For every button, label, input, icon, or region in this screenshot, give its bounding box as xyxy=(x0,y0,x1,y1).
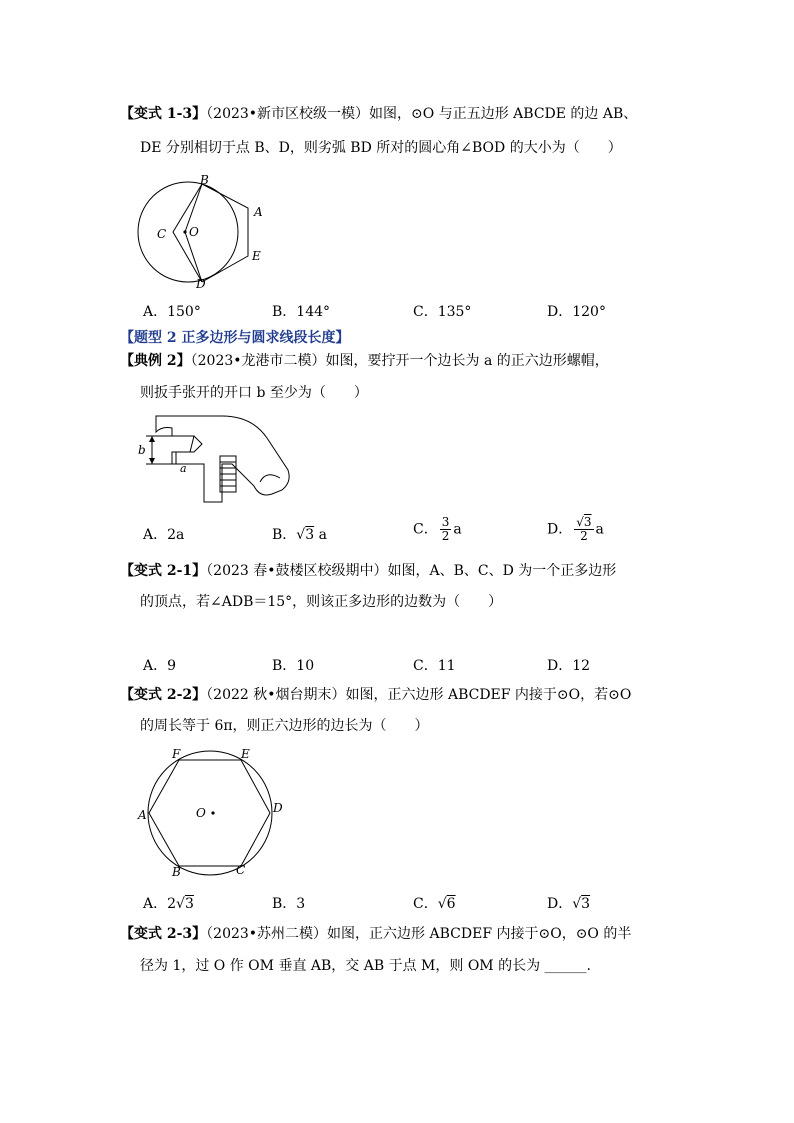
question-tag: 【变式 2-1】 xyxy=(120,563,207,579)
option-c[interactable]: C．√6 xyxy=(413,896,456,912)
denominator: 2 xyxy=(580,529,588,543)
question-tag: 【变式 1-3】 xyxy=(120,106,207,122)
option-prefix: D． xyxy=(547,896,573,912)
option-b[interactable]: B．144° xyxy=(272,304,331,320)
option-b[interactable]: B．√3 a xyxy=(272,527,327,543)
option-a[interactable]: A．9 xyxy=(143,658,177,674)
label-a: A xyxy=(138,808,147,822)
option-prefix: A．2 xyxy=(143,896,177,912)
option-b[interactable]: B．10 xyxy=(272,658,315,674)
label-c: C xyxy=(157,227,167,241)
option-d[interactable] xyxy=(547,516,604,543)
option-d[interactable]: D．√3 xyxy=(547,896,591,912)
section-heading: 【题型 2 正多边形与圆求线段长度】 xyxy=(120,330,350,346)
label-e: E xyxy=(241,747,250,761)
fraction xyxy=(440,516,452,543)
radicand: 3 xyxy=(583,515,592,529)
question-text: （2022 秋•烟台期末）如图，正六边形 ABCDEF 内接于⊙O，若⊙O xyxy=(206,687,632,703)
option-suffix: a xyxy=(314,527,327,543)
question-2-2-line2: 的周长等于 6π，则正六边形的边长为（ ） xyxy=(140,718,429,734)
option-prefix: C． xyxy=(413,896,438,912)
label-b: B xyxy=(172,865,181,879)
label-o: O xyxy=(196,806,206,820)
option-a[interactable]: A．150° xyxy=(143,304,201,320)
label-d: D xyxy=(273,801,283,815)
option-c[interactable]: C．11 xyxy=(413,658,456,674)
option-prefix: B． xyxy=(272,527,297,543)
question-text: （2023•龙港市二模）如图，要拧开一个边长为 a 的正六边形螺帽， xyxy=(190,353,609,369)
question-tag: 【典例 2】 xyxy=(120,353,191,369)
question-tag: 【变式 2-2】 xyxy=(120,687,207,703)
radicand: 3 xyxy=(305,527,315,543)
question-2-3-line2: 径为 1，过 O 作 OM 垂直 AB，交 AB 于点 M，则 OM 的长为 ______. xyxy=(140,958,591,974)
label-b: b xyxy=(138,443,146,457)
wrench-figure xyxy=(132,408,292,508)
radicand: 3 xyxy=(184,896,194,912)
label-e: E xyxy=(252,249,261,263)
numerator: √3 xyxy=(576,515,592,529)
question-1-3-line1 xyxy=(120,104,637,124)
question-text: （2023•苏州二模）如图，正六边形 ABCDEF 内接于⊙O，⊙O 的半 xyxy=(206,926,632,942)
label-a: a xyxy=(180,462,187,475)
option-prefix: C． xyxy=(413,521,438,538)
question-2-2-line1 xyxy=(120,685,631,705)
hexagon-circle-figure xyxy=(132,746,292,880)
option-d[interactable]: D．12 xyxy=(547,658,591,674)
option-b[interactable]: B．3 xyxy=(272,896,306,912)
denominator: 2 xyxy=(441,529,450,543)
question-text: （2023•新市区校级一模）如图，⊙O 与正五边形 ABCDE 的边 AB、 xyxy=(206,106,638,122)
option-c[interactable]: C．135° xyxy=(413,304,472,320)
pentagon-circle-figure xyxy=(130,172,280,290)
option-d[interactable]: D．120° xyxy=(547,304,606,320)
radicand: 3 xyxy=(581,896,591,912)
label-d: D xyxy=(196,277,206,290)
example-2-line1 xyxy=(120,351,609,371)
option-c[interactable] xyxy=(413,516,462,543)
numerator: 3 xyxy=(441,515,450,529)
question-1-3-line2: DE 分别相切于点 B、D，则劣弧 BD 所对的圆心角∠BOD 的大小为（ ） xyxy=(140,140,622,156)
label-c: C xyxy=(236,863,246,877)
label-o: O xyxy=(189,225,199,239)
option-suffix: a xyxy=(595,521,604,538)
question-2-1-line1 xyxy=(120,561,616,581)
label-a: A xyxy=(254,205,263,219)
option-prefix: D． xyxy=(547,521,573,538)
fraction xyxy=(574,516,593,543)
label-b: B xyxy=(200,173,209,187)
question-2-1-line2: 的顶点，若∠ADB＝15°，则该正多边形的边数为（ ） xyxy=(140,594,503,610)
question-text: （2023 春•鼓楼区校级期中）如图，A、B、C、D 为一个正多边形 xyxy=(206,563,617,579)
option-a[interactable]: A．2√3 xyxy=(143,896,194,912)
option-suffix: a xyxy=(453,521,462,538)
question-2-3-line1 xyxy=(120,924,631,944)
label-f: F xyxy=(172,747,181,761)
radicand: 6 xyxy=(446,896,456,912)
option-a[interactable]: A．2a xyxy=(143,527,185,543)
example-2-line2: 则扳手张开的开口 b 至少为（ ） xyxy=(140,385,368,401)
question-tag: 【变式 2-3】 xyxy=(120,926,207,942)
